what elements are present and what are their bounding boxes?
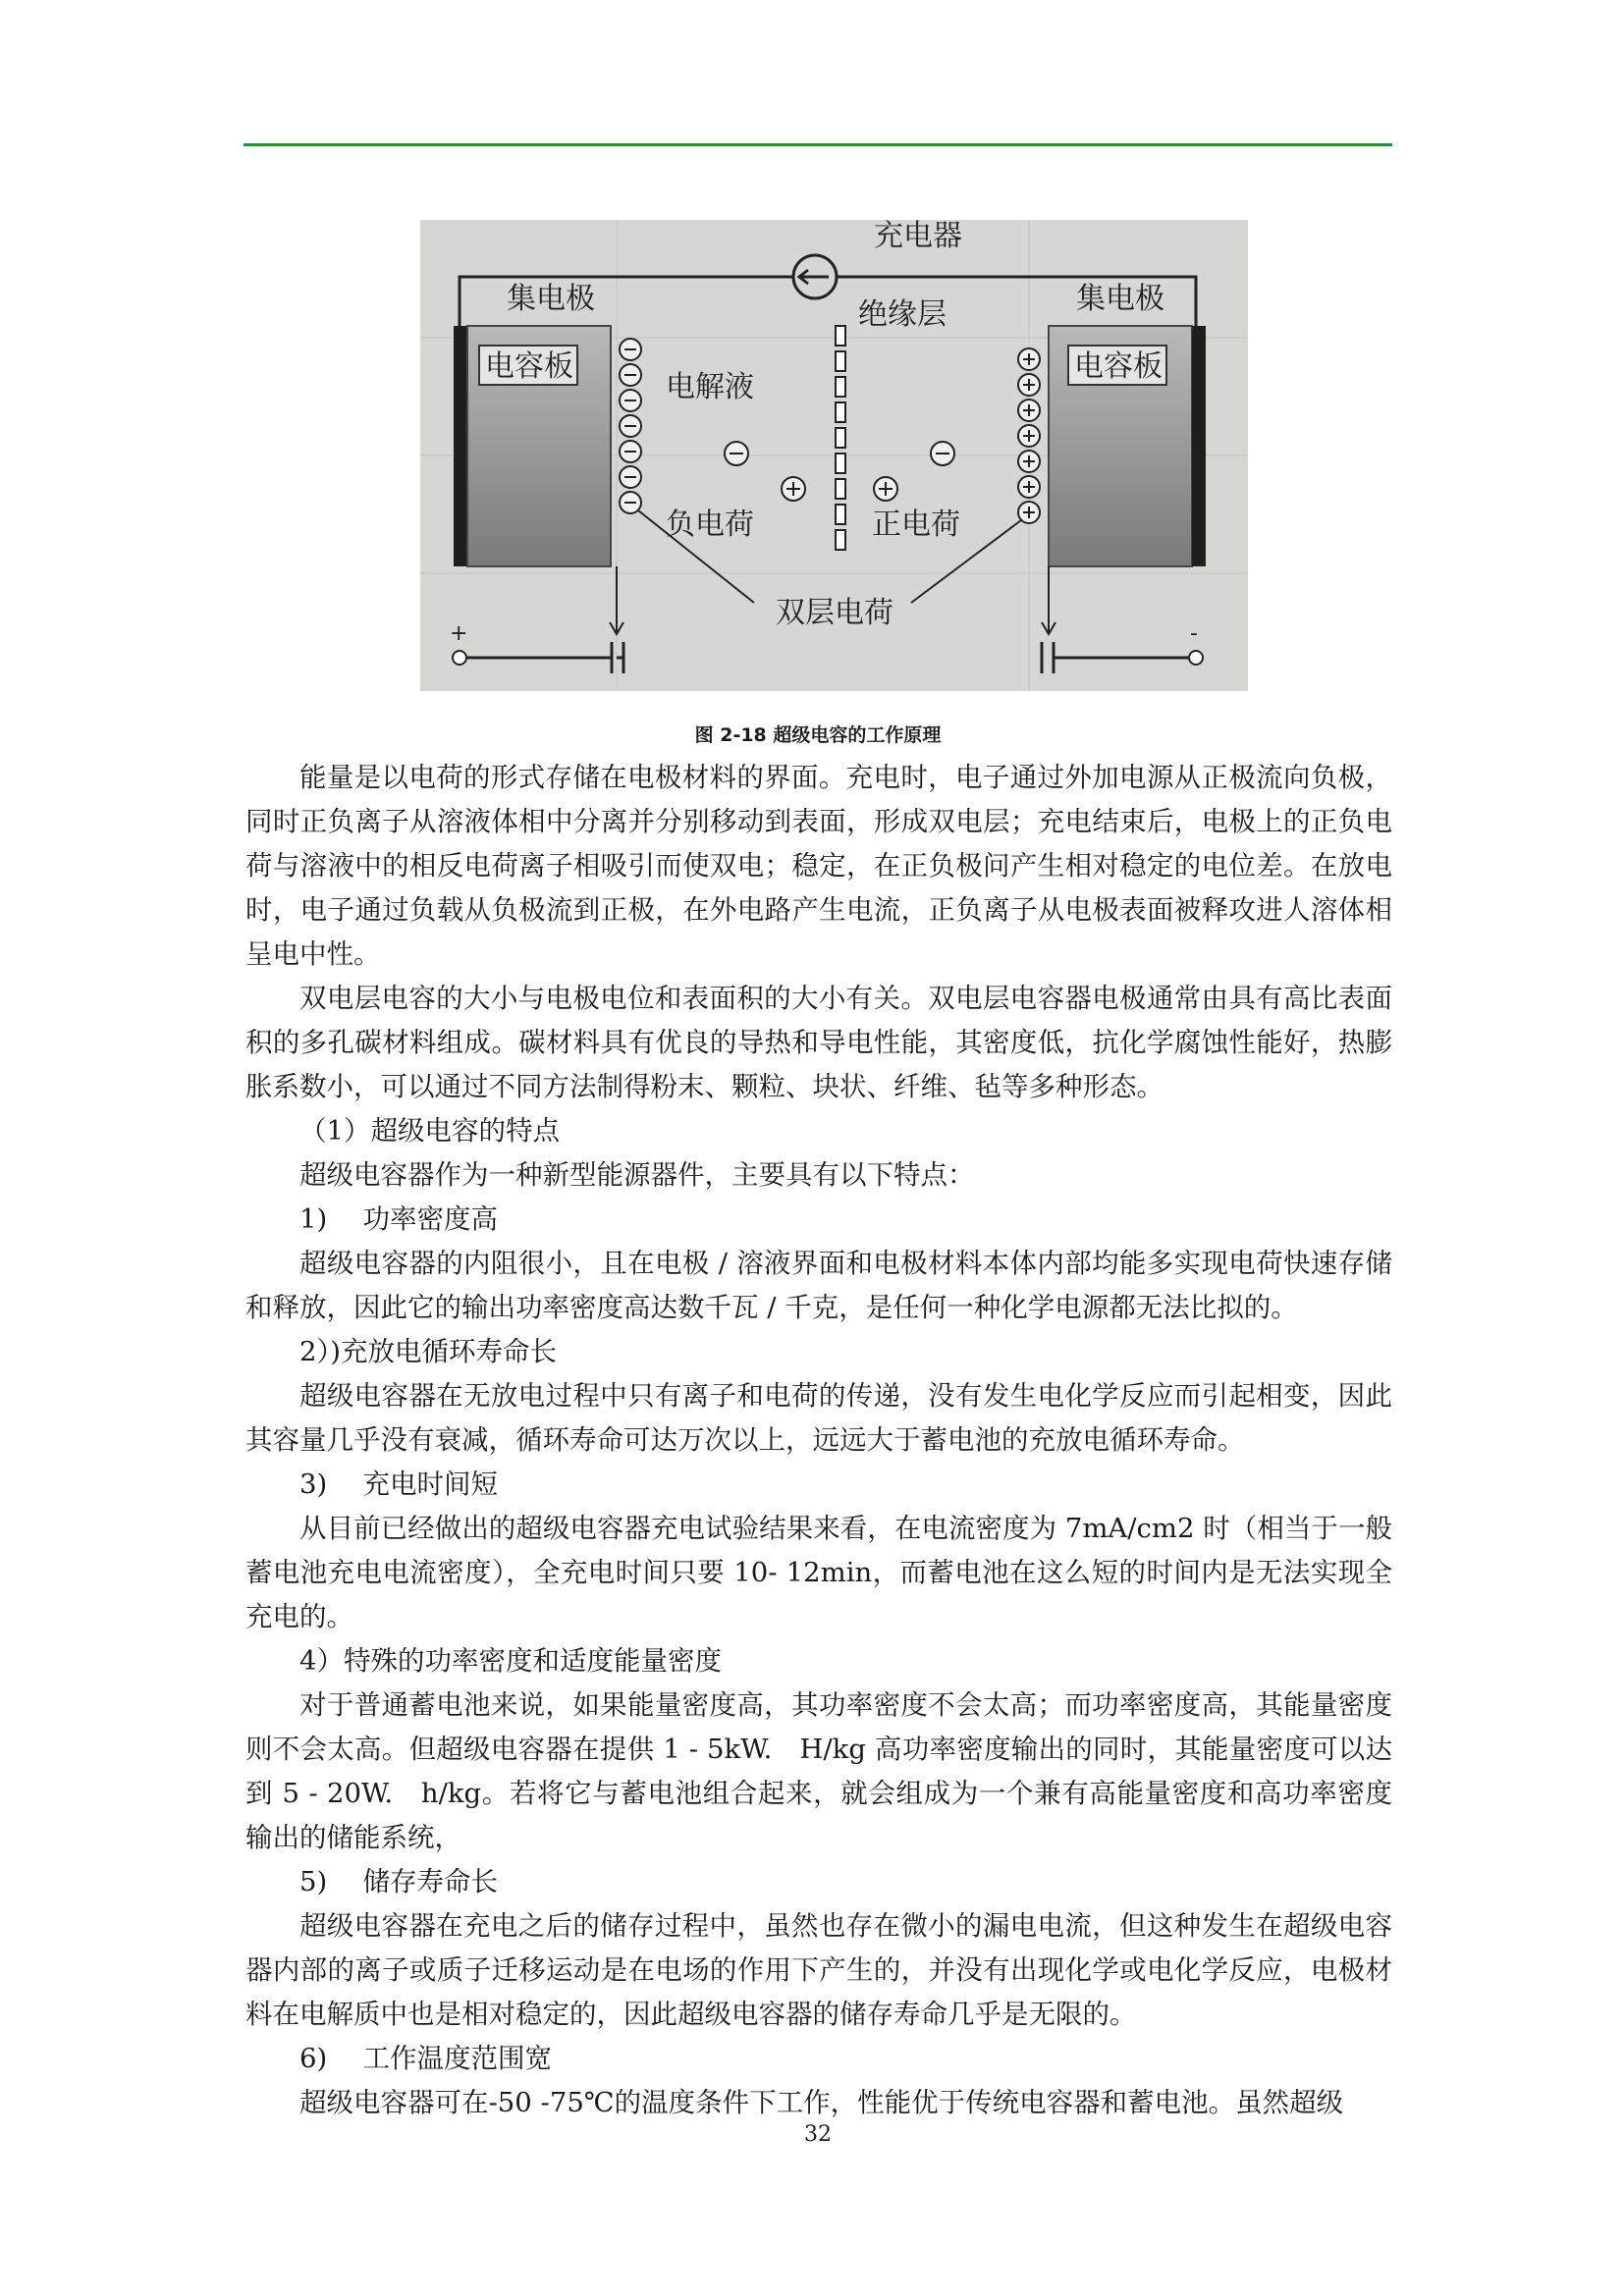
- label-plate-left: 电容板: [485, 349, 573, 384]
- label-collector-left: 集电极: [507, 282, 595, 316]
- separator-layer: [836, 326, 845, 550]
- figure-caption: 图 2-18 超级电容的工作原理: [694, 724, 942, 746]
- label-separator: 绝缘层: [858, 297, 947, 332]
- label-plus-terminal: +: [450, 621, 468, 646]
- page-number: 32: [804, 2122, 832, 2147]
- list-heading: 3) 充电时间短: [299, 1468, 498, 1500]
- label-double-layer: 双层电荷: [776, 596, 893, 630]
- paragraph: 超级电容器在充电之后的储存过程中，虽然也存在微小的漏电电流，但这种发生在超级电容器内部的离子或质子迁移运动是在电场的作用下产生的，并没有出现化学或电化学反应，电极材料在电解质中也是相对稳定的，因此超级电容器的储存寿命几乎是无限的。: [245, 1910, 1392, 2030]
- collector-right: [1192, 326, 1206, 566]
- terminal-positive: [453, 651, 466, 665]
- header-rule: [244, 143, 1392, 146]
- paragraph: 超级电容器的内阻很小，且在电极 / 溶液界面和电极材料本体内部均能多实现电荷快速存储和释放，因此它的输出功率密度高达数千瓦 / 千克，是任何一种化学电源都无法比拟的。: [245, 1248, 1392, 1323]
- paragraph: 超级电容器可在-50 -75℃的温度条件下工作，性能优于传统电容器和蓄电池。虽然超级: [299, 2087, 1344, 2118]
- supercapacitor-diagram: [420, 220, 1248, 691]
- label-negative-charge: 负电荷: [666, 507, 754, 542]
- list-heading: 1) 功率密度高: [299, 1203, 498, 1235]
- label-plate-right: 电容板: [1074, 349, 1163, 384]
- list-heading: 4）特殊的功率密度和适度能量密度: [299, 1645, 722, 1677]
- section-heading: （1）超级电容的特点: [299, 1115, 560, 1147]
- paragraph: 能量是以电荷的形式存储在电极材料的界面。充电时，电子通过外加电源从正极流向负极，同时正负离子从溶液体相中分离并分别移动到表面，形成双电层；充电结束后，电极上的正负电荷与溶液中的相反电荷离子相吸引而使双电；稳定，在正负极问产生相对稳定的电位差。在放电时，电子通过负载从负极流到正极，在外电路产生电流，正负离子从电极表面被释攻进人溶体相呈电中性。: [245, 762, 1392, 970]
- body-text: [245, 756, 1392, 2125]
- list-heading: 6) 工作温度范围宽: [299, 2043, 552, 2074]
- label-minus-terminal: -: [1190, 621, 1198, 646]
- label-collector-right: 集电极: [1076, 282, 1164, 316]
- terminal-negative: [1189, 651, 1203, 665]
- collector-left: [454, 326, 467, 566]
- paragraph: 双电层电容的大小与电极电位和表面积的大小有关。双电层电容器电极通常由具有高比表面积的多孔碳材料组成。碳材料具有优良的导热和导电性能，其密度低，抗化学腐蚀性能好，热膨胀系数小，可以通过不同方法制得粉末、颗粒、块状、纤维、毡等多种形态。: [245, 983, 1392, 1102]
- label-charger: 充电器: [874, 220, 962, 253]
- label-electrolyte: 电解液: [666, 370, 754, 404]
- paragraph: 对于普通蓄电池来说，如果能量密度高，其功率密度不会太高；而功率密度高，其能量密度则不会太高。但超级电容器在提供 1 - 5kW. H/kg 高功率密度输出的同时，其能量密度可以达到 5 - 20W. h/kg。若将它与蓄电池组合起来，就会组成为一个兼有高能量密度和高功率密度输出的储能系统，: [245, 1689, 1392, 1853]
- supercapacitor-figure: [420, 220, 1248, 691]
- label-positive-charge: 正电荷: [872, 507, 960, 542]
- paragraph: 超级电容器在无放电过程中只有离子和电荷的传递，没有发生电化学反应而引起相变，因此其容量几乎没有衰减，循环寿命可达万次以上，远远大于蓄电池的充放电循环寿命。: [245, 1380, 1392, 1456]
- list-heading: 2）)充放电循环寿命长: [299, 1336, 557, 1367]
- paragraph: 从目前已经做出的超级电容器充电试验结果来看，在电流密度为 7mA/cm2 时（相当于一般蓄电池充电电流密度），全充电时间只要 10- 12min，而蓄电池在这么短的时间内是无法实现全充电的。: [245, 1513, 1392, 1632]
- paragraph: 超级电容器作为一种新型能源器件，主要具有以下特点：: [299, 1159, 975, 1191]
- list-heading: 5) 储存寿命长: [299, 1866, 498, 1897]
